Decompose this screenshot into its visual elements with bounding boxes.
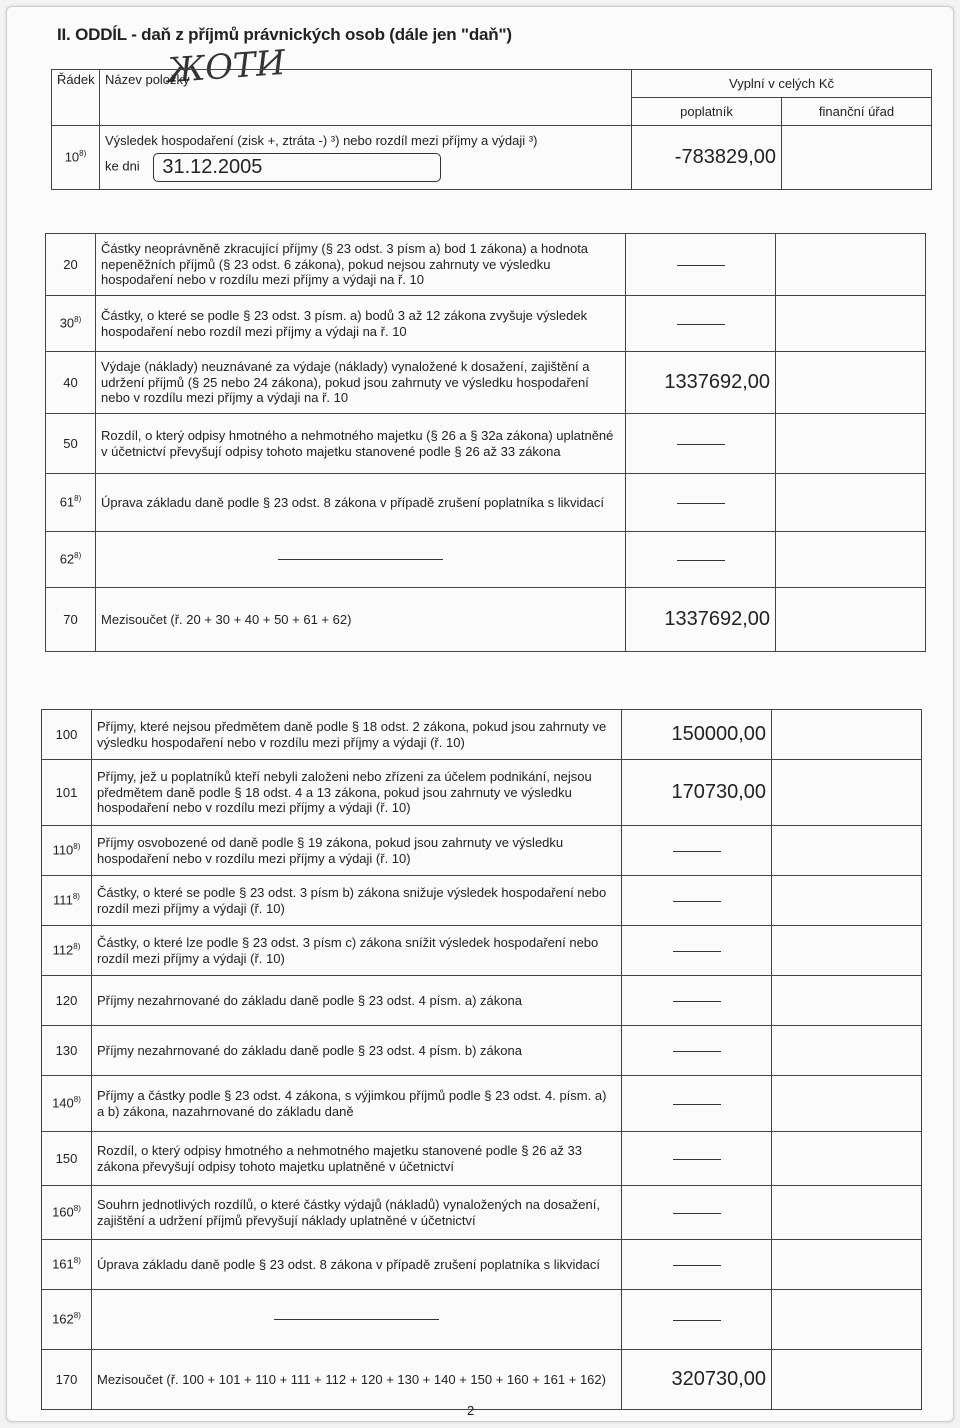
row-number	[42, 1026, 92, 1076]
row-number-value: 101	[55, 784, 78, 800]
table-row	[46, 474, 926, 532]
footnote-mark: 8)	[73, 1311, 81, 1321]
empty-dash	[673, 1320, 721, 1321]
empty-dash	[673, 1104, 721, 1105]
row-text	[100, 126, 632, 190]
payer-amount[interactable]	[622, 1186, 772, 1240]
page-number: 2	[467, 1403, 475, 1418]
row-number	[46, 414, 96, 474]
office-amount	[782, 126, 932, 190]
row-number-value: 130	[55, 1042, 78, 1058]
header-payer-label: poplatník	[632, 98, 782, 126]
row-number-value: 20	[63, 256, 78, 272]
handwritten-scribble: ЖОТИ	[165, 42, 287, 92]
payer-amount[interactable]	[626, 414, 776, 474]
row-text	[92, 1350, 622, 1410]
footnote-mark: 8)	[73, 1095, 81, 1105]
row-text	[96, 234, 626, 296]
footnote-mark: 8)	[72, 892, 80, 902]
row-text	[92, 826, 622, 876]
empty-dash	[673, 1213, 721, 1214]
footnote-mark: 8)	[74, 494, 82, 504]
blank-line	[278, 559, 443, 560]
row-number-value: 150	[55, 1150, 78, 1166]
table-row	[42, 760, 922, 826]
table-row	[46, 588, 926, 652]
row-number-value: 161	[52, 1256, 74, 1272]
row-number	[42, 710, 92, 760]
row-description: Rozdíl, o který odpisy hmotného a nehmotného majetku stanovené podle § 26 až 33 zákona převyšují odpisy tohoto majetku uplatněné v účetnictví	[97, 1142, 582, 1174]
row-text	[92, 1186, 622, 1240]
table-row	[42, 926, 922, 976]
payer-amount[interactable]: 1337692,00	[626, 352, 776, 414]
row-number-value: 170	[55, 1371, 78, 1387]
empty-dash	[677, 444, 725, 445]
row-number	[42, 1350, 92, 1410]
row-description: Rozdíl, o který odpisy hmotného a nehmotného majetku (§ 26 a § 32a zákona) uplatněné v účetnictví převyšují odpisy tohoto majetku stanovené podle § 26 až 33 zákona	[101, 427, 614, 459]
payer-amount[interactable]	[622, 1026, 772, 1076]
row-number-value: 140	[52, 1095, 74, 1111]
office-amount	[772, 710, 922, 760]
row-text	[96, 414, 626, 474]
row-number-value: 120	[55, 992, 78, 1008]
office-amount	[776, 414, 926, 474]
office-amount	[772, 876, 922, 926]
table-row	[42, 1350, 922, 1410]
empty-dash	[677, 560, 725, 561]
payer-amount[interactable]: 1337692,00	[626, 588, 776, 652]
row-number	[42, 876, 92, 926]
office-amount	[772, 1290, 922, 1350]
office-amount	[776, 296, 926, 352]
payer-amount[interactable]	[626, 532, 776, 588]
row-description: Mezisoučet (ř. 100 + 101 + 110 + 111 + 112 + 120 + 130 + 140 + 150 + 160 + 161 + 162)	[97, 1371, 606, 1387]
footnote-mark: 8)	[73, 1204, 81, 1214]
row-text	[92, 760, 622, 826]
row-number-value: 162	[52, 1311, 74, 1327]
blank-line	[274, 1319, 439, 1320]
payer-amount[interactable]: 320730,00	[622, 1350, 772, 1410]
row-number-value: 30	[59, 315, 75, 331]
row-description: Příjmy, které nejsou předmětem daně podle § 18 odst. 2 zákona, pokud jsou zahrnuty ve výsledku hospodaření nebo v rozdílu mezi příjmy a výdaji (ř. 10)	[97, 718, 607, 750]
row-number	[46, 588, 96, 652]
row-number-value: 70	[63, 611, 78, 627]
row-number-value: 61	[59, 494, 75, 510]
payer-amount[interactable]: -783829,00	[632, 126, 782, 190]
payer-amount[interactable]	[622, 876, 772, 926]
row-number-value: 110	[52, 842, 74, 858]
row-number	[46, 532, 96, 588]
date-label: ke dni	[105, 158, 140, 174]
row-number-value: 40	[63, 374, 78, 390]
row-description: Částky, o které se podle § 23 odst. 3 písm b) zákona snižuje výsledek hospodaření nebo rozdíl mezi příjmy a výdaji (ř. 10)	[97, 884, 607, 916]
date-field[interactable]: 31.12.2005	[153, 153, 441, 181]
empty-dash	[673, 1051, 721, 1052]
footnote-mark: 8)	[73, 842, 81, 852]
row-number	[42, 1076, 92, 1132]
table-row	[42, 876, 922, 926]
row-number-value: 50	[63, 435, 78, 451]
header-fill-label: Vyplní v celých Kč	[632, 70, 932, 98]
office-amount	[772, 926, 922, 976]
office-amount	[776, 234, 926, 296]
row-text	[92, 1240, 622, 1290]
empty-dash	[673, 851, 721, 852]
payer-amount[interactable]	[622, 1132, 772, 1186]
row-number-value: 111	[53, 892, 73, 908]
row-text	[96, 296, 626, 352]
row-number	[46, 352, 96, 414]
row-number	[42, 826, 92, 876]
row-description: Souhrn jednotlivých rozdílů, o které částky výdajů (nákladů) vynaložených na dosažení, zajištění a udržení příjmů převyšují náklady uplatněné v účetnictví	[97, 1196, 600, 1228]
row-description: Částky, o které se podle § 23 odst. 3 písm. a) bodů 3 až 12 zákona zvyšuje výsledek hospodaření nebo rozdíl mezi příjmy a výdaji na ř. 10	[101, 307, 588, 339]
row-text	[92, 710, 622, 760]
row-text	[96, 474, 626, 532]
empty-dash	[677, 265, 725, 266]
row-description: Příjmy nezahrnované do základu daně podle § 23 odst. 4 písm. a) zákona	[97, 992, 522, 1008]
empty-dash	[677, 503, 725, 504]
office-amount	[776, 352, 926, 414]
row-number	[42, 1186, 92, 1240]
empty-dash	[673, 1001, 721, 1002]
row-number	[42, 1132, 92, 1186]
empty-dash	[677, 324, 725, 325]
office-amount	[772, 1350, 922, 1410]
payer-amount[interactable]	[622, 1290, 772, 1350]
row-description: Příjmy nezahrnované do základu daně podle § 23 odst. 4 písm. b) zákona	[97, 1042, 522, 1058]
empty-dash	[673, 951, 721, 952]
table-row	[46, 296, 926, 352]
footnote-mark: 8)	[74, 315, 82, 325]
row-number	[42, 1290, 92, 1350]
footnote-mark: 8)	[74, 551, 82, 561]
tax-form-page	[6, 6, 954, 1422]
payer-amount[interactable]	[622, 826, 772, 876]
row-description: Částky neoprávněně zkracující příjmy (§ 23 odst. 3 písm a) bod 1 zákona) a hodnota nepeněžních příjmů (§ 23 odst. 6 zákona), pokud nejsou zahrnuty ve výsledku hospodaření nebo v rozdílu mezi příjmy a výdaji na ř. 10	[101, 240, 589, 288]
row10-description: Výsledek hospodaření (zisk +, ztráta -) ³) nebo rozdíl mezi příjmy a výdaji ³)	[105, 133, 538, 149]
row-description: Mezisoučet (ř. 20 + 30 + 40 + 50 + 61 + 62)	[101, 611, 352, 627]
row-description: Příjmy osvobozené od daně podle § 19 zákona, pokud jsou zahrnuty ve výsledku hospodaření nebo v rozdílu mezi příjmy a výdaji (ř. 10)	[97, 834, 564, 866]
table-additions	[45, 233, 926, 652]
row-number: 10$^{8)}$	[52, 126, 100, 190]
row-description: Částky, o které lze podle § 23 odst. 3 písm c) zákona snížit výsledek hospodaření nebo rozdíl mezi příjmy a výdaji (ř. 10)	[97, 934, 599, 966]
table-deductions	[41, 709, 922, 1410]
row-text	[92, 1132, 622, 1186]
table-row	[42, 1026, 922, 1076]
row-text	[96, 532, 626, 588]
office-amount	[776, 474, 926, 532]
row-number	[42, 976, 92, 1026]
row-text	[92, 1076, 622, 1132]
row-text	[96, 352, 626, 414]
header-office-label: finanční úřad	[782, 98, 932, 126]
row-text	[96, 588, 626, 652]
office-amount	[772, 1026, 922, 1076]
table-row	[42, 1132, 922, 1186]
payer-amount[interactable]	[622, 926, 772, 976]
table-row	[46, 234, 926, 296]
row-description: Příjmy, jež u poplatníků kteří nebyli založeni nebo zřízeni za účelem podnikání, nejsou předmětem daně podle § 18 odst. 4 a 13 zákona, pokud jsou zahrnuty ve výsledku hospodaření nebo v rozdílu mezi příjmy a výdaji (ř. 10)	[97, 768, 592, 816]
payer-amount[interactable]	[622, 1240, 772, 1290]
table-row	[42, 1076, 922, 1132]
payer-amount[interactable]	[622, 976, 772, 1026]
row-number	[42, 1240, 92, 1290]
empty-dash	[673, 1159, 721, 1160]
header-name-label: Název položky	[100, 70, 632, 126]
header-table	[51, 69, 932, 190]
row-number	[46, 234, 96, 296]
row-description: Výdaje (náklady) neuznávané za výdaje (náklady) vynaložené k dosažení, zajištění a udržení příjmů (§ 25 nebo 24 zákona), pokud jsou zahrnuty ve výsledku hospodaření nebo v rozdílu mezi příjmy a výdaji na ř. 10	[101, 358, 590, 406]
office-amount	[772, 826, 922, 876]
row-number	[42, 760, 92, 826]
section-title: II. ODDÍL - daň z příjmů právnických osob (dále jen "daň")	[57, 25, 512, 44]
row-description: Úprava základu daně podle § 23 odst. 8 zákona v případě zrušení poplatníka s likvidací	[97, 1256, 600, 1272]
row-description: Příjmy a částky podle § 23 odst. 4 zákona, s výjimkou příjmů podle § 23 odst. 4. písm. a) a b) zákona, nazahrnované do základu daně	[97, 1087, 607, 1119]
payer-amount[interactable]: 150000,00	[622, 710, 772, 760]
office-amount	[776, 532, 926, 588]
row-10	[52, 126, 932, 190]
row-number-value: 62	[59, 551, 75, 567]
row-number-value: 112	[52, 942, 74, 958]
payer-amount[interactable]	[626, 474, 776, 532]
office-amount	[772, 976, 922, 1026]
empty-dash	[673, 1265, 721, 1266]
table-row	[46, 532, 926, 588]
row-text	[92, 1290, 622, 1350]
table-row	[42, 826, 922, 876]
row-number	[46, 296, 96, 352]
table-row	[42, 976, 922, 1026]
row-number	[42, 926, 92, 976]
table-row	[46, 414, 926, 474]
header-row-label: Řádek	[52, 70, 100, 126]
footnote-mark: 8)	[73, 942, 81, 952]
row-text	[92, 976, 622, 1026]
row-description: Úprava základu daně podle § 23 odst. 8 zákona v případě zrušení poplatníka s likvidací	[101, 494, 604, 510]
payer-amount[interactable]: 170730,00	[622, 760, 772, 826]
payer-amount[interactable]	[622, 1076, 772, 1132]
office-amount	[772, 760, 922, 826]
footnote-mark: 8)	[73, 1256, 81, 1266]
table-row	[42, 1290, 922, 1350]
payer-amount[interactable]	[626, 234, 776, 296]
table-row	[46, 352, 926, 414]
row-text	[92, 926, 622, 976]
table-row	[42, 710, 922, 760]
row-text	[92, 1026, 622, 1076]
row-text	[92, 876, 622, 926]
empty-dash	[673, 901, 721, 902]
office-amount	[772, 1076, 922, 1132]
row-number-value: 100	[55, 726, 78, 742]
row-number	[46, 474, 96, 532]
table-row	[42, 1240, 922, 1290]
office-amount	[772, 1186, 922, 1240]
row-number-value: 160	[52, 1204, 74, 1220]
office-amount	[772, 1132, 922, 1186]
table-row	[42, 1186, 922, 1240]
office-amount	[772, 1240, 922, 1290]
payer-amount[interactable]	[626, 296, 776, 352]
office-amount	[776, 588, 926, 652]
